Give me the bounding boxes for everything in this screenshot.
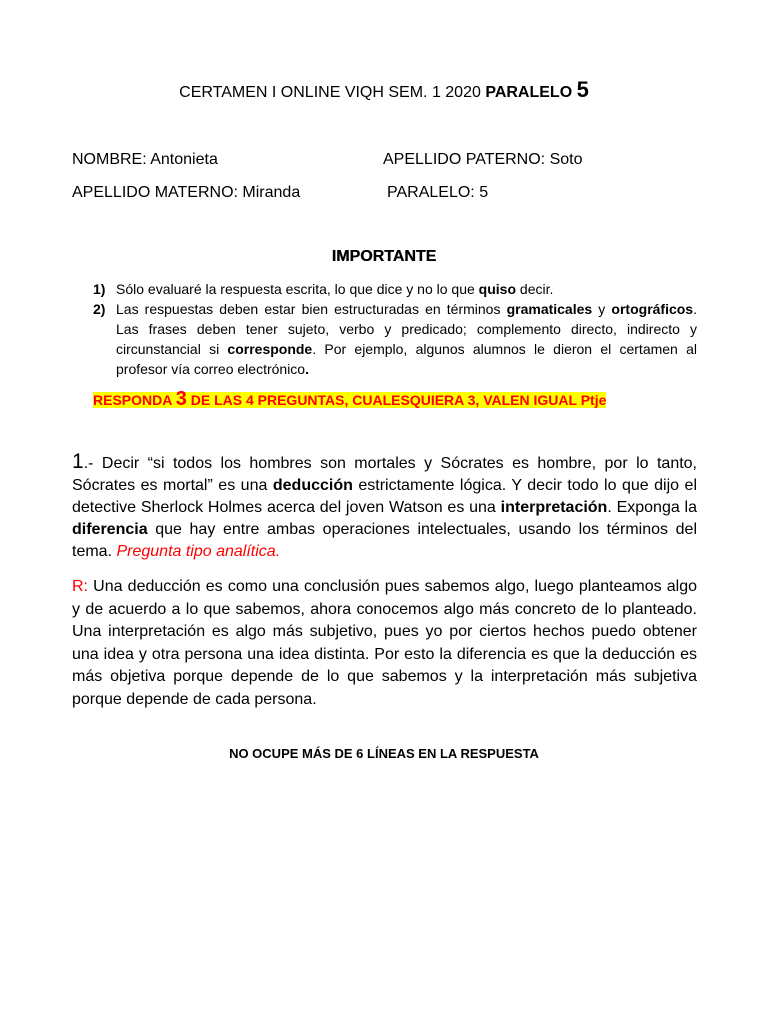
- apellido-paterno-label: APELLIDO PATERNO:: [383, 151, 546, 168]
- line-limit-note: NO OCUPE MÁS DE 6 LÍNEAS EN LA RESPUESTA: [229, 746, 539, 761]
- important-rules-list: [93, 279, 697, 379]
- question-text: estrictamente lógica. Y decir todo lo que dijo el detective Sherlock Holmes acerca del joven Watson es una: [72, 477, 698, 516]
- rule-emphasis: ortográficos: [611, 301, 694, 317]
- answer-instruction: [93, 387, 606, 412]
- rule-number: 1): [93, 281, 106, 297]
- instruction-part: RESPONDA: [93, 392, 176, 408]
- exam-title: [0, 75, 768, 108]
- important-heading: IMPORTANTE: [331, 248, 437, 265]
- answer-text: Una deducción es como una conclusión pues sabemos algo, luego planteamos algo y de acuerdo a lo que sabemos, ahora conocemos algo más concreto de lo planteado. Una interpretación es algo más subjetivo, pues yo por ciertos hechos puedo obtener una idea y otra persona una idea distinta. Por esto la diferencia es que la deducción es más objetiva porque depende de lo que sabemos y la interpretación más subjetiva porque depende de cada persona.: [72, 578, 697, 708]
- instruction-part: DE LAS 4 PREGUNTAS, CUALESQUIERA 3, VALEN IGUAL Ptje: [186, 392, 607, 408]
- rule-item: [93, 299, 697, 379]
- instruction-text: [93, 388, 607, 410]
- nombre-field: [72, 150, 218, 170]
- question-keyword: interpretación: [500, 499, 608, 516]
- apellido-materno-label: APELLIDO MATERNO:: [72, 184, 238, 201]
- nombre-value: Antonieta: [150, 151, 218, 168]
- question-number: 1: [72, 450, 84, 473]
- rule-text: y: [592, 301, 612, 317]
- apellido-materno-value: Miranda: [242, 184, 301, 201]
- nombre-label: NOMBRE:: [72, 151, 147, 168]
- question-1: [72, 451, 697, 563]
- rule-emphasis: quiso: [478, 281, 517, 297]
- paralelo-field: [387, 183, 488, 203]
- exam-title-paralelo-label: PARALELO: [485, 84, 573, 101]
- question-keyword: diferencia: [72, 521, 148, 538]
- rule-text: Sólo evaluaré la respuesta escrita, lo que dice y no lo que: [116, 281, 479, 297]
- instruction-number: 3: [175, 388, 187, 410]
- rule-emphasis: corresponde: [227, 341, 313, 357]
- apellido-materno-field: [72, 183, 300, 203]
- rule-emphasis: gramaticales: [506, 301, 593, 317]
- paralelo-label: PARALELO:: [387, 184, 475, 201]
- rule-text: . Por ejemplo, algunos alumnos le dieron el certamen al profesor vía correo electrónico: [116, 341, 697, 377]
- rule-emphasis: .: [305, 361, 309, 377]
- question-text: . Exponga la: [607, 499, 697, 516]
- rule-text: Las respuestas deben estar bien estructuradas en términos: [116, 301, 507, 317]
- question-text: que hay entre ambas operaciones intelectuales, usando los términos del tema.: [72, 521, 697, 560]
- rule-text: decir.: [516, 281, 554, 297]
- paralelo-value: 5: [479, 184, 489, 201]
- rule-number: 2): [93, 301, 106, 317]
- question-keyword: deducción: [272, 477, 353, 494]
- apellido-paterno-value: Soto: [549, 151, 583, 168]
- question-text: .- Decir “si todos los hombres son mortales y Sócrates es hombre, por lo tanto, Sócrates es mortal” es una: [72, 455, 697, 494]
- rule-item: [93, 279, 697, 299]
- exam-title-paralelo-number: 5: [576, 77, 589, 102]
- answer-1: [72, 576, 697, 711]
- question-type-note: Pregunta tipo analítica.: [116, 543, 281, 560]
- answer-label: R:: [72, 578, 88, 595]
- exam-title-text: CERTAMEN I ONLINE VIQH SEM. 1 2020: [179, 84, 481, 101]
- rule-text: . Las frases deben tener sujeto, verbo y predicado; complemento directo, indirecto y circunstancial si: [116, 301, 697, 357]
- apellido-paterno-field: [383, 150, 583, 170]
